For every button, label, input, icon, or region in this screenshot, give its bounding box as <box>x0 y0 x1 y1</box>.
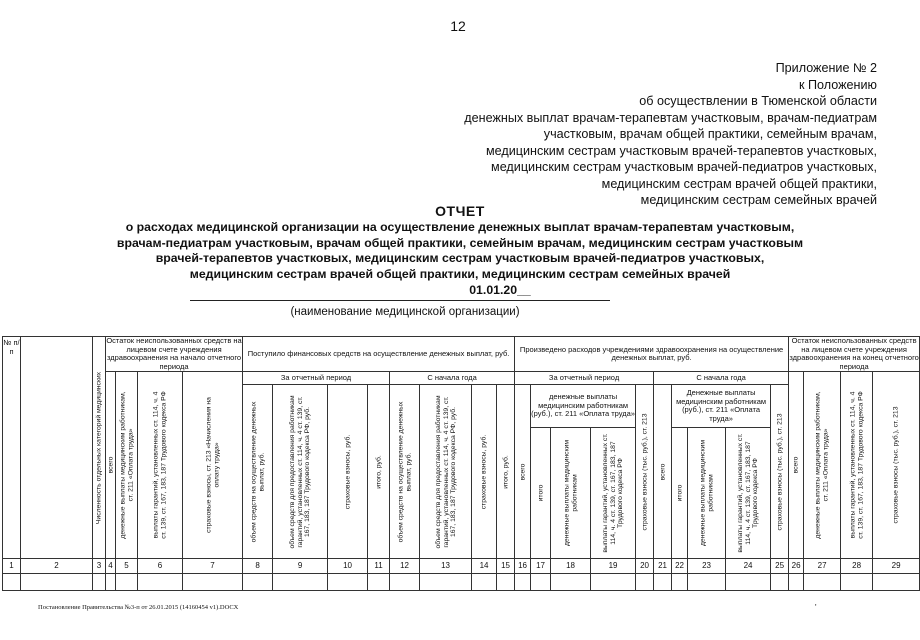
header-spent-rp-payments-group: денежные выплаты медицинским работникам (руб.), ст. 211 «Оплата труда» <box>531 385 636 428</box>
annex-line: медицинским сестрам участковым врачей-терапевтов участковых, <box>485 143 877 158</box>
header-spent-ys-total: всего <box>654 385 672 559</box>
header-spent-ys-payments-group: Денежные выплаты медицинским работникам (руб.), ст. 211 «Оплата труда» <box>672 385 771 428</box>
column-number: 28 <box>841 559 873 574</box>
header-spent-ys-subtotal: итого <box>672 428 688 559</box>
column-number: 27 <box>804 559 841 574</box>
header-received: Поступило финансовых средств на осуществление денежных выплат, руб. <box>243 337 515 372</box>
column-number: 7 <box>183 559 243 574</box>
header-received-ys-volume: объем средств на осуществление денежных выплат, руб. <box>390 385 420 559</box>
header-spent-rp-insurance: страховые взносы (тыс. руб.), ст. 213 <box>636 385 654 559</box>
header-spent-rp-subtotal: итого <box>531 428 551 559</box>
header-spent: Произведено расходов учреждениями здравоохранения на осуществление денежных выплат, руб. <box>515 337 789 372</box>
column-number: 16 <box>515 559 531 574</box>
column-number: 22 <box>672 559 688 574</box>
header-spent-rp-total: всего <box>515 385 531 559</box>
column-numbers-row <box>3 559 920 574</box>
report-table <box>2 336 920 591</box>
header-balance-start-payments: денежные выплаты медицинским работникам, ст. 211 «Оплата труда» <box>116 372 138 559</box>
header-balance-start-insurance: страховые взносы, ст. 213 «Начисления на оплату труда» <box>183 372 243 559</box>
header-received-rp-volume: объем средств на осуществление денежных выплат, руб. <box>243 385 273 559</box>
column-number: 13 <box>420 559 472 574</box>
header-balance-end-guarantees: выплаты гарантий, установленных ст. 114, ч. 4 ст. 139, ст. 167, 183, 187 Трудового кодекса РФ <box>841 372 873 559</box>
header-category <box>21 337 93 559</box>
annex-line: об осуществлении в Тюменской области <box>639 94 877 108</box>
header-spent-ys-payments: денежные выплаты медицинским работникам <box>688 428 726 559</box>
column-number: 25 <box>771 559 789 574</box>
report-subtitle-line: врачам-педиатрам участковым, врачам общей практики, семейным врачам, медицинским сестрам участковым <box>116 235 804 250</box>
column-number: 18 <box>551 559 591 574</box>
report-subtitle-line: медицинским сестрам врачей общей практики, медицинским сестрам семейных врачей <box>189 266 731 281</box>
report-title: ОТЧЕТ <box>435 203 485 219</box>
column-number: 29 <box>873 559 920 574</box>
header-spent-ys-insurance: страховые взносы (тыс. руб.), ст. 213 <box>771 385 789 559</box>
annex-line: медицинским сестрам семейных врачей <box>640 193 877 207</box>
header-balance-end-payments: денежные выплаты медицинским работникам, ст. 211 «Оплата труда» <box>804 372 841 559</box>
column-number: 6 <box>138 559 183 574</box>
header-balance-start-total: всего <box>106 372 116 559</box>
column-number: 2 <box>21 559 93 574</box>
blank-data-row <box>3 574 920 591</box>
footer-doc-reference: Постановление Правительства №3-п от 26.01.2015 (14160454 v1).DOCX <box>38 604 239 611</box>
column-number: 19 <box>591 559 636 574</box>
column-number: 20 <box>636 559 654 574</box>
header-spent-year-start: С начала года <box>654 372 789 385</box>
header-row-number: № п/п <box>3 337 21 559</box>
header-received-ys-insurance: страховые взносы, руб. <box>472 385 497 559</box>
annex-header <box>407 60 877 209</box>
column-number: 21 <box>654 559 672 574</box>
column-number: 3 <box>93 559 106 574</box>
header-spent-rp-payments: денежные выплаты медицинским работникам <box>551 428 591 559</box>
header-received-rp-insurance: страховые взносы, руб. <box>328 385 368 559</box>
header-received-year-start: С начала года <box>390 372 515 385</box>
annex-line: к Положению <box>798 77 877 92</box>
header-balance-end: Остаток неиспользованных средств на лицевом счете учреждения здравоохранения на конец отчетного периода <box>789 336 919 371</box>
organization-name-caption: (наименование медицинской организации) <box>290 306 520 318</box>
column-number: 10 <box>328 559 368 574</box>
column-number: 9 <box>273 559 328 574</box>
header-headcount: Численность отдельных категорий медицинских <box>93 337 106 559</box>
report-date: 01.01.20__ <box>469 283 531 297</box>
annex-line: Приложение № 2 <box>775 61 877 75</box>
column-number: 14 <box>472 559 497 574</box>
report-heading <box>40 203 880 298</box>
header-received-ys-guarantees: объем средств для предоставления работникам гарантий, установленных ст. 114, ч. 4 ст. 139, ст. 167, 183, 187 Трудового кодекса РФ, руб. <box>420 385 472 559</box>
column-number: 11 <box>368 559 390 574</box>
column-number: 5 <box>116 559 138 574</box>
header-balance-end-total: всего <box>789 372 804 559</box>
header-received-rp-guarantees: объем средств для предоставления работникам гарантий, установленных ст. 114, ч. 4 ст. 139, ст. 167, 183, 187 Трудового кодекса РФ, руб. <box>273 385 328 559</box>
column-number: 1 <box>3 559 21 574</box>
annex-line: денежных выплат врачам-терапевтам участковым, врачам-педиатрам <box>464 110 877 125</box>
header-received-ys-total: итого, руб. <box>497 385 515 559</box>
column-number: 12 <box>390 559 420 574</box>
column-number: 8 <box>243 559 273 574</box>
column-number: 17 <box>531 559 551 574</box>
report-subtitle-line: врачей-терапевтов участковых, медицинским сестрам участковым врачей-педиатров участковых, <box>155 251 765 265</box>
header-balance-start: Остаток неиспользованных средств на лицевом счете учреждения здравоохранения на начало отчетного периода <box>106 336 242 371</box>
column-number: 24 <box>726 559 771 574</box>
annex-line: медицинским сестрам участковым врачей-педиатров участковых, <box>491 160 877 174</box>
footer-mark: ' <box>815 603 817 612</box>
annex-line: медицинским сестрам врачей общей практики, <box>601 176 877 191</box>
column-number: 15 <box>497 559 515 574</box>
header-balance-start-guarantees: выплаты гарантий, установленных ст. 114, ч. 4 ст. 139, ст. 167, 183, 187 Трудового кодекса РФ <box>138 372 183 559</box>
organization-name-line <box>190 300 610 301</box>
column-number: 23 <box>688 559 726 574</box>
header-balance-end-insurance: страховые взносы (тыс. руб.), ст. 213 <box>873 372 920 559</box>
column-number: 26 <box>789 559 804 574</box>
header-spent-report-period: За отчетный период <box>515 372 654 385</box>
header-received-rp-total: итого, руб. <box>368 385 390 559</box>
page-number: 12 <box>450 18 466 34</box>
report-subtitle-line: о расходах медицинской организации на осуществление денежных выплат врачам-терапевтам участковым, <box>125 220 795 234</box>
header-spent-rp-guarantees: выплаты гарантий, установленных ст. 114, ч. 4 ст. 139, ст. 167, 183, 187 Трудового кодекса РФ <box>591 428 636 559</box>
annex-line: участковым, врачам общей практики, семейным врачам, <box>543 127 877 141</box>
column-number: 4 <box>106 559 116 574</box>
header-received-report-period: За отчетный период <box>243 372 390 385</box>
header-spent-ys-guarantees: выплаты гарантий, установленных ст. 114, ч. 4 ст. 139, ст. 167, 183, 187 Трудового кодекса РФ <box>726 428 771 559</box>
